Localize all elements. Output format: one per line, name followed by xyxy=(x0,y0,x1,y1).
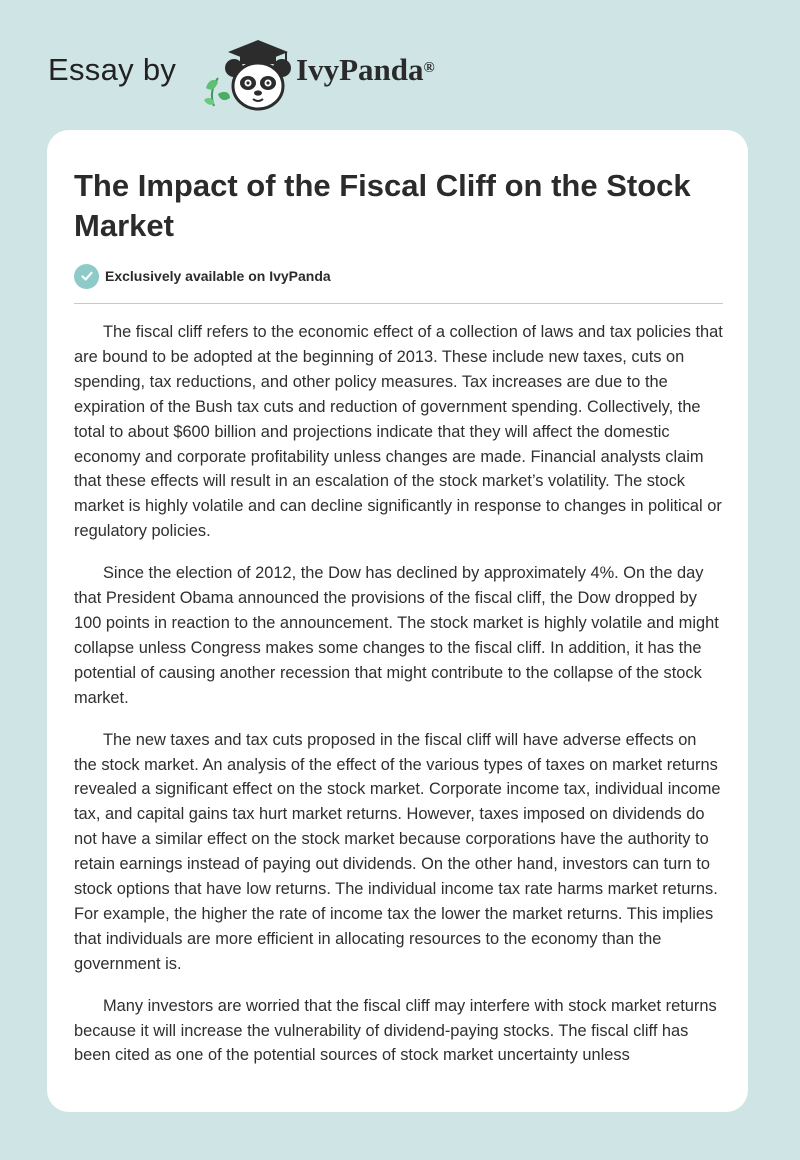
site-header xyxy=(0,0,800,130)
paragraph: Many investors are worried that the fiscal cliff may interfere with stock market returns because it will increase the vulnerability of dividend-paying stocks. The fiscal cliff has been cited as one of the potential sources of stock market uncertainty unless xyxy=(74,996,717,1065)
ivy-leaf-icon xyxy=(204,78,230,106)
paragraph: Since the election of 2012, the Dow has declined by approximately 4%. On the day that President Obama announced the provisions of the fiscal cliff, the Dow dropped by 100 points in reaction to the announcement. The stock market is highly volatile and might collapse unless Congress makes some changes to the fiscal cliff. In addition, it has the potential of causing another recession that might contribute to the collapse of the stock market. xyxy=(74,564,719,707)
essay-by-label: Essay by xyxy=(48,52,177,87)
essay-body xyxy=(74,320,723,1085)
essay-card xyxy=(47,130,748,1112)
badge-label: Exclusively available on IvyPanda xyxy=(105,268,331,284)
registered-mark: ® xyxy=(423,60,435,76)
paragraph: The new taxes and tax cuts proposed in the fiscal cliff will have adverse effects on the stock market. An analysis of the effect of the various types of taxes on market returns revealed a significant effect on the stock market. Corporate income tax, individual income tax, and capital gains tax hurt market returns. However, taxes imposed on dividends do not have a similar effect on the stock market because corporations have the authority to retain earnings instead of paying out dividends. On the other hand, investors can turn to stock options that have low returns. The individual income tax rate harms market returns. For example, the higher the rate of income tax the lower the market returns. This implies that individuals are more efficient in allocating resources to the economy than the government is. xyxy=(74,730,721,973)
check-badge-icon xyxy=(74,264,99,289)
brand-name[interactable] xyxy=(296,50,435,90)
exclusive-badge xyxy=(74,263,331,289)
paragraph: The fiscal cliff refers to the economic effect of a collection of laws and tax policies that are bound to be adopted at the beginning of 2013. These include new taxes, cuts on spending, tax reductions, and other policy measures. Tax increases are due to the expiration of the Bush tax cuts and reduction of government spending. Collectively, the total to about $600 billion and projections indicate that they will affect the domestic economy and corporate profitability unless changes are made. Financial analysts claim that these effects will result in an escalation of the stock market’s volatility. The stock market is highly volatile and can decline significantly in response to changes in political or regulatory policies. xyxy=(74,323,723,541)
brand-wordmark: IvyPanda xyxy=(296,52,424,87)
divider xyxy=(74,303,723,304)
panda-logo-icon[interactable] xyxy=(200,34,292,112)
essay-title: The Impact of the Fiscal Cliff on the Stock Market xyxy=(74,168,691,243)
